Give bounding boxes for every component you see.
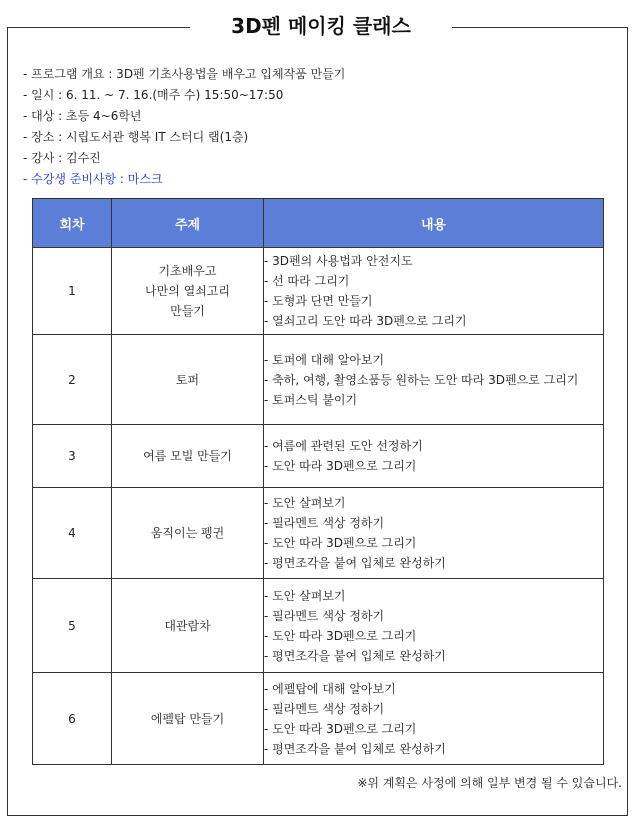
content-item: - 여름에 관련된 도안 선정하기 [264,439,423,453]
topic-line: 여름 모빌 만들기 [143,449,232,463]
info-location: - 장소 : 시립도서관 행복 IT 스터디 랩(1층) [23,130,249,144]
session-topic [112,579,264,673]
session-content [264,579,604,673]
session-content [264,335,604,425]
topic-line: 만들기 [170,304,205,318]
info-target: - 대상 : 초등 4~6학년 [23,109,142,123]
info-schedule: - 일시 : 6. 11. ~ 7. 16.(매주 수) 15:50~17:50 [23,88,284,102]
session-number: 3 [33,425,112,488]
content-item: - 도안 따라 3D펜으로 그리기 [264,536,417,550]
topic-line: 에펠탑 만들기 [150,711,225,726]
header-topic: 주제 [112,199,264,248]
session-content [264,673,604,765]
header-content: 내용 [264,199,604,248]
session-content [264,488,604,579]
table-row [33,579,604,673]
content-item: - 선 따라 그리기 [264,274,350,288]
content-item: - 축하, 여행, 촬영소품등 원하는 도안 따라 3D펜으로 그리기 [264,372,579,387]
content-item: - 에펠탑에 대해 알아보기 [264,681,396,696]
table-row [33,488,604,579]
content-item: - 도형과 단면 만들기 [264,294,373,308]
session-topic [112,673,264,765]
table-row [33,248,604,335]
info-instructor: - 강사 : 김수진 [23,151,101,165]
table-row [33,673,604,765]
session-topic [112,248,264,335]
content-item: - 토퍼스틱 붙이기 [264,392,358,407]
content-item: - 평면조각을 붙여 입체로 완성하기 [264,648,446,663]
session-number: 2 [33,335,112,425]
session-content [264,248,604,335]
info-preparation: - 수강생 준비사항 : 마스크 [23,172,163,186]
topic-line: 대관람차 [164,618,211,633]
content-item: - 도안 따라 3D펜으로 그리기 [264,721,417,736]
program-info [23,64,345,190]
table-row [33,335,604,425]
session-content [264,425,604,488]
content-item: - 도안 따라 3D펜으로 그리기 [264,628,417,643]
topic-line: 나만의 열쇠고리 [145,284,230,298]
topic-line: 토퍼 [175,372,200,387]
table-row [33,425,604,488]
content-item: - 도안 살펴보기 [264,496,346,510]
content-item: - 도안 따라 3D펜으로 그리기 [264,459,417,473]
content-item: - 필라멘트 색상 정하기 [264,516,385,530]
page-title: 3D펜 메이킹 클래스 [190,8,452,44]
topic-line: 기초배우고 [158,264,217,278]
schedule-table [32,198,604,765]
session-number: 4 [33,488,112,579]
session-topic [112,488,264,579]
content-item: - 평면조각을 붙여 입체로 완성하기 [264,556,446,570]
content-item: - 평면조각을 붙여 입체로 완성하기 [264,741,446,756]
header-session: 회차 [33,199,112,248]
topic-line: 움직이는 펭귄 [150,526,225,540]
content-item: - 도안 살펴보기 [264,588,346,603]
session-number: 5 [33,579,112,673]
session-topic [112,335,264,425]
footnote: ※위 계획은 사정에 의해 일부 변경 될 수 있습니다. [357,776,622,790]
info-overview: - 프로그램 개요 : 3D펜 기초사용법을 배우고 입체작품 만들기 [23,67,346,81]
content-item: - 열쇠고리 도안 따라 3D펜으로 그리기 [264,314,467,328]
content-item: - 토퍼에 대해 알아보기 [264,352,385,367]
session-topic [112,425,264,488]
content-item: - 필라멘트 색상 정하기 [264,701,385,716]
session-number: 1 [33,248,112,335]
content-item: - 필라멘트 색상 정하기 [264,608,385,623]
table-header-row [33,199,604,248]
content-item: - 3D펜의 사용법과 안전지도 [264,254,413,268]
session-number: 6 [33,673,112,765]
